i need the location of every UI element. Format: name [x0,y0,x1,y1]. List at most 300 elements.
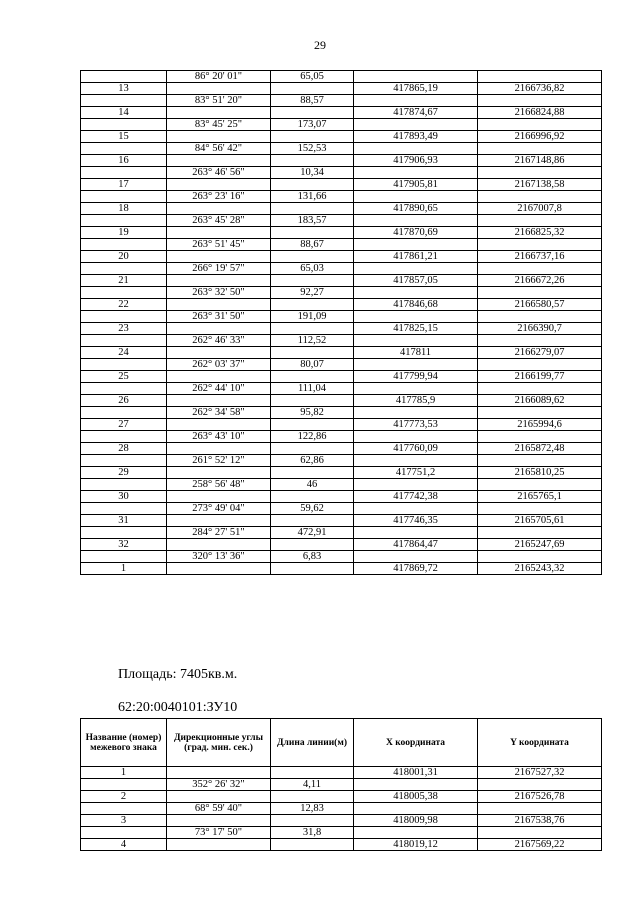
x-cell [354,335,478,347]
length-cell: 122,86 [271,431,354,443]
marker-cell [81,803,167,815]
length-cell [271,347,354,359]
marker-cell [81,827,167,839]
angle-cell [167,323,271,335]
angle-cell [167,791,271,803]
angle-cell [167,203,271,215]
table-row [81,443,602,455]
table-row [81,827,602,839]
length-cell: 472,91 [271,527,354,539]
angle-cell: 284° 27' 51" [167,527,271,539]
marker-cell [81,779,167,791]
y-cell: 2167527,32 [478,767,602,779]
marker-cell: 27 [81,419,167,431]
marker-cell: 25 [81,371,167,383]
marker-cell [81,287,167,299]
table-row [81,203,602,215]
y-cell [478,311,602,323]
length-cell [271,299,354,311]
length-cell [271,515,354,527]
marker-cell [81,167,167,179]
marker-cell [81,71,167,83]
x-cell [354,527,478,539]
length-cell: 112,52 [271,335,354,347]
angle-cell [167,371,271,383]
angle-cell [167,227,271,239]
length-cell: 92,27 [271,287,354,299]
marker-cell [81,95,167,107]
marker-cell [81,383,167,395]
table-row [81,419,602,431]
table-row [81,503,602,515]
length-cell [271,323,354,335]
marker-cell [81,455,167,467]
angle-cell: 83° 45' 25" [167,119,271,131]
y-cell: 2165247,69 [478,539,602,551]
marker-cell: 22 [81,299,167,311]
table-row [81,179,602,191]
y-cell: 2167148,86 [478,155,602,167]
y-cell: 2166390,7 [478,323,602,335]
table-row [81,815,602,827]
y-cell: 2166736,82 [478,83,602,95]
x-cell: 418001,31 [354,767,478,779]
x-cell [354,479,478,491]
table-row [81,515,602,527]
coordinates-table [80,718,602,851]
table-row [81,83,602,95]
length-cell [271,491,354,503]
length-cell: 6,83 [271,551,354,563]
table-row [81,71,602,83]
y-cell: 2165994,6 [478,419,602,431]
marker-cell: 15 [81,131,167,143]
marker-cell [81,503,167,515]
angle-cell [167,515,271,527]
table-row [81,227,602,239]
length-cell [271,203,354,215]
angle-cell [167,155,271,167]
angle-cell: 273° 49' 04" [167,503,271,515]
table-row [81,143,602,155]
marker-cell: 16 [81,155,167,167]
y-cell [478,527,602,539]
table-row [81,791,602,803]
length-cell: 46 [271,479,354,491]
length-cell: 4,11 [271,779,354,791]
length-cell [271,539,354,551]
y-cell: 2166825,32 [478,227,602,239]
y-cell [478,191,602,203]
y-cell: 2166279,07 [478,347,602,359]
y-cell: 2166580,57 [478,299,602,311]
table-row [81,275,602,287]
table-row [81,323,602,335]
x-cell [354,431,478,443]
length-cell [271,131,354,143]
x-cell [354,551,478,563]
y-cell: 2165810,25 [478,467,602,479]
x-cell [354,263,478,275]
angle-cell [167,107,271,119]
y-cell: 2166199,77 [478,371,602,383]
marker-cell: 28 [81,443,167,455]
angle-cell [167,347,271,359]
angle-cell: 263° 45' 28" [167,215,271,227]
length-cell [271,227,354,239]
x-cell [354,503,478,515]
table-row [81,527,602,539]
marker-cell [81,311,167,323]
x-cell: 417874,67 [354,107,478,119]
table-row [81,215,602,227]
y-cell [478,335,602,347]
y-cell: 2167526,78 [478,791,602,803]
x-cell [354,215,478,227]
angle-cell: 84° 56' 42" [167,143,271,155]
y-cell: 2165765,1 [478,491,602,503]
marker-cell: 13 [81,83,167,95]
y-cell: 2166089,62 [478,395,602,407]
x-cell: 417869,72 [354,563,478,575]
length-cell: 183,57 [271,215,354,227]
y-cell: 2166824,88 [478,107,602,119]
marker-cell: 20 [81,251,167,263]
table-row [81,131,602,143]
table-row [81,287,602,299]
page-number: 29 [314,38,326,52]
marker-cell: 4 [81,839,167,851]
marker-cell [81,359,167,371]
marker-cell [81,239,167,251]
length-cell: 111,04 [271,383,354,395]
length-cell: 88,57 [271,95,354,107]
x-cell: 417825,15 [354,323,478,335]
y-cell [478,779,602,791]
x-cell [354,95,478,107]
length-cell [271,467,354,479]
length-cell [271,275,354,287]
table-row [81,371,602,383]
angle-cell [167,539,271,551]
length-cell: 80,07 [271,359,354,371]
x-cell [354,827,478,839]
angle-cell: 263° 51' 45" [167,239,271,251]
y-cell [478,263,602,275]
table-row [81,803,602,815]
table-row [81,539,602,551]
length-cell: 131,66 [271,191,354,203]
x-cell: 417865,19 [354,83,478,95]
y-cell [478,215,602,227]
marker-cell [81,119,167,131]
angle-cell: 83° 51' 20" [167,95,271,107]
header-direction-angle: Дирекционные углы (град. мин. сек.) [167,719,271,767]
table-row [81,839,602,851]
angle-cell [167,395,271,407]
marker-cell [81,527,167,539]
y-cell [478,119,602,131]
table-row [81,395,602,407]
table-row [81,95,602,107]
angle-cell: 263° 46' 56" [167,167,271,179]
angle-cell: 261° 52' 12" [167,455,271,467]
table-row [81,119,602,131]
x-cell [354,311,478,323]
marker-cell: 30 [81,491,167,503]
table-row [81,563,602,575]
table-row [81,467,602,479]
length-cell [271,179,354,191]
angle-cell [167,275,271,287]
table-row [81,191,602,203]
marker-cell: 1 [81,767,167,779]
angle-cell: 352° 26' 32" [167,779,271,791]
length-cell: 12,83 [271,803,354,815]
marker-cell: 17 [81,179,167,191]
angle-cell: 262° 03' 37" [167,359,271,371]
x-cell [354,287,478,299]
header-x-coordinate: X координата [354,719,478,767]
angle-cell: 262° 34' 58" [167,407,271,419]
table-row [81,311,602,323]
length-cell [271,251,354,263]
area-text: Площадь: 7405кв.м. [118,667,238,682]
angle-cell [167,251,271,263]
length-cell [271,395,354,407]
table-row [81,779,602,791]
y-cell: 2166672,26 [478,275,602,287]
y-cell: 2165872,48 [478,443,602,455]
length-cell: 10,34 [271,167,354,179]
angle-cell: 73° 17' 50" [167,827,271,839]
table-row [81,263,602,275]
length-cell: 173,07 [271,119,354,131]
y-cell [478,359,602,371]
x-cell [354,119,478,131]
y-cell: 2167007,8 [478,203,602,215]
length-cell [271,791,354,803]
angle-cell: 263° 31' 50" [167,311,271,323]
length-cell [271,107,354,119]
y-cell [478,827,602,839]
x-cell: 418005,38 [354,791,478,803]
x-cell: 417905,81 [354,179,478,191]
length-cell [271,371,354,383]
x-cell [354,383,478,395]
x-cell: 417751,2 [354,467,478,479]
coordinates-table-continued [80,70,602,575]
x-cell: 417864,47 [354,539,478,551]
x-cell [354,143,478,155]
table-row [81,551,602,563]
y-cell: 2167538,76 [478,815,602,827]
table-row [81,239,602,251]
marker-cell: 18 [81,203,167,215]
y-cell [478,551,602,563]
angle-cell: 68° 59' 40" [167,803,271,815]
marker-cell: 23 [81,323,167,335]
table-row [81,359,602,371]
y-cell [478,383,602,395]
y-cell: 2165705,61 [478,515,602,527]
length-cell: 88,67 [271,239,354,251]
angle-cell [167,443,271,455]
length-cell [271,767,354,779]
x-cell [354,407,478,419]
x-cell: 418009,98 [354,815,478,827]
length-cell: 65,03 [271,263,354,275]
angle-cell [167,839,271,851]
table-row [81,479,602,491]
marker-cell: 26 [81,395,167,407]
length-cell: 65,05 [271,71,354,83]
y-cell [478,431,602,443]
length-cell: 59,62 [271,503,354,515]
marker-cell [81,191,167,203]
y-cell [478,239,602,251]
x-cell [354,71,478,83]
marker-cell [81,335,167,347]
angle-cell [167,131,271,143]
x-cell: 417773,53 [354,419,478,431]
table-header-row [81,719,602,767]
marker-cell [81,551,167,563]
marker-cell: 32 [81,539,167,551]
table-row [81,347,602,359]
length-cell [271,155,354,167]
length-cell [271,563,354,575]
angle-cell: 263° 23' 16" [167,191,271,203]
x-cell: 417811 [354,347,478,359]
x-cell: 417742,38 [354,491,478,503]
table-row [81,455,602,467]
angle-cell: 320° 13' 36" [167,551,271,563]
x-cell: 417785,9 [354,395,478,407]
y-cell [478,143,602,155]
x-cell: 417799,94 [354,371,478,383]
length-cell: 95,82 [271,407,354,419]
angle-cell [167,179,271,191]
table-row [81,407,602,419]
marker-cell: 14 [81,107,167,119]
x-cell [354,167,478,179]
length-cell [271,839,354,851]
table-row [81,299,602,311]
x-cell [354,455,478,467]
x-cell: 417846,68 [354,299,478,311]
y-cell [478,167,602,179]
length-cell [271,443,354,455]
y-cell: 2165243,32 [478,563,602,575]
y-cell: 2166996,92 [478,131,602,143]
angle-cell: 263° 43' 10" [167,431,271,443]
marker-cell: 31 [81,515,167,527]
y-cell: 2167138,58 [478,179,602,191]
x-cell [354,191,478,203]
table-row [81,155,602,167]
x-cell [354,359,478,371]
y-cell [478,503,602,515]
marker-cell: 1 [81,563,167,575]
marker-cell: 3 [81,815,167,827]
header-y-coordinate: Y координата [478,719,602,767]
x-cell [354,779,478,791]
length-cell [271,815,354,827]
angle-cell: 258° 56' 48" [167,479,271,491]
table-row [81,491,602,503]
marker-cell [81,143,167,155]
angle-cell [167,563,271,575]
table-row [81,335,602,347]
table-row [81,767,602,779]
marker-cell [81,215,167,227]
marker-cell [81,431,167,443]
x-cell: 417746,35 [354,515,478,527]
x-cell: 417890,65 [354,203,478,215]
y-cell [478,455,602,467]
length-cell: 191,09 [271,311,354,323]
x-cell: 417906,93 [354,155,478,167]
angle-cell [167,467,271,479]
marker-cell [81,479,167,491]
y-cell [478,287,602,299]
marker-cell: 29 [81,467,167,479]
table-row [81,167,602,179]
header-marker-name: Название (номер) межевого знака [81,719,167,767]
angle-cell: 263° 32' 50" [167,287,271,299]
angle-cell: 262° 46' 33" [167,335,271,347]
angle-cell: 262° 44' 10" [167,383,271,395]
angle-cell: 86° 20' 01" [167,71,271,83]
x-cell: 417861,21 [354,251,478,263]
y-cell [478,407,602,419]
cadastral-number: 62:20:0040101:ЗУ10 [118,700,238,715]
length-cell: 62,86 [271,455,354,467]
x-cell: 417857,05 [354,275,478,287]
angle-cell [167,767,271,779]
header-line-length: Длина линии(м) [271,719,354,767]
angle-cell [167,815,271,827]
marker-cell [81,407,167,419]
y-cell: 2166737,16 [478,251,602,263]
angle-cell [167,83,271,95]
table-row [81,107,602,119]
marker-cell: 21 [81,275,167,287]
marker-cell: 24 [81,347,167,359]
length-cell: 152,53 [271,143,354,155]
length-cell [271,83,354,95]
angle-cell [167,491,271,503]
length-cell [271,419,354,431]
x-cell: 417870,69 [354,227,478,239]
angle-cell [167,419,271,431]
y-cell [478,479,602,491]
length-cell: 31,8 [271,827,354,839]
angle-cell [167,299,271,311]
x-cell: 417893,49 [354,131,478,143]
marker-cell [81,263,167,275]
x-cell [354,239,478,251]
table-row [81,431,602,443]
x-cell: 418019,12 [354,839,478,851]
marker-cell: 19 [81,227,167,239]
y-cell [478,95,602,107]
marker-cell: 2 [81,791,167,803]
y-cell [478,803,602,815]
table-row [81,383,602,395]
y-cell [478,71,602,83]
